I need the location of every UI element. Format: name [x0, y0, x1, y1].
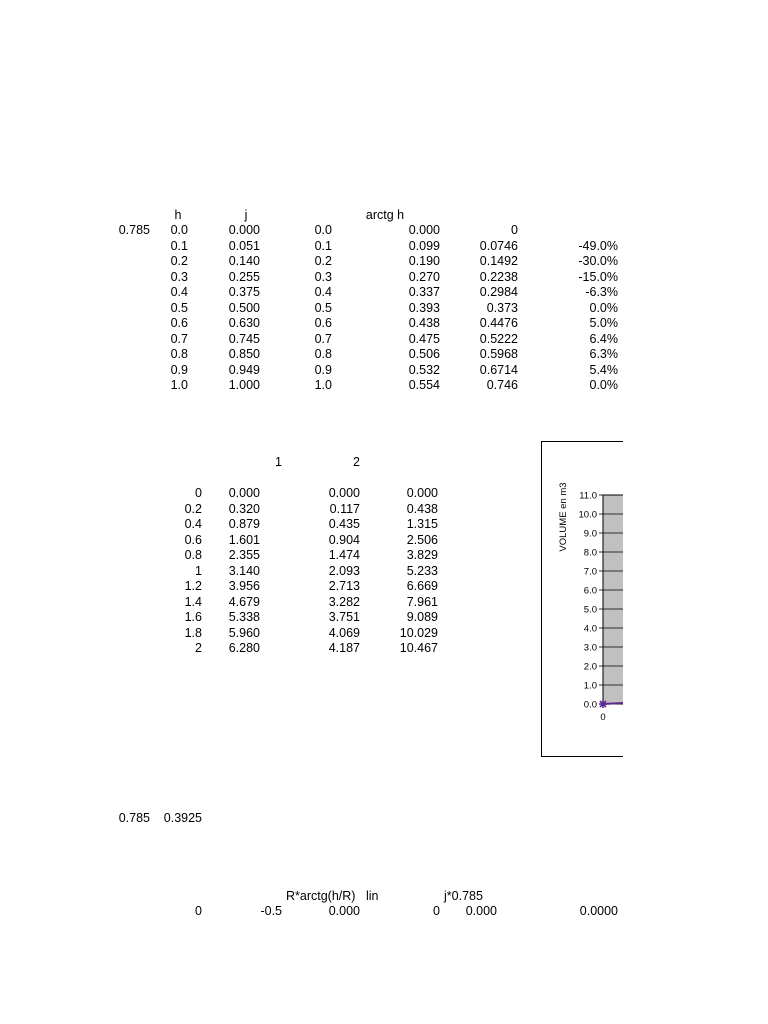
table1-cell-arctg: 0.554 [408, 378, 440, 392]
table1-cell-pct: -30.0% [578, 254, 618, 268]
table2-cell-b: 3.282 [328, 594, 360, 609]
table2-cell-a: 0.320 [228, 501, 260, 516]
table1-cell-h2: 0.9 [314, 362, 332, 377]
table1-cell-pct: -49.0% [578, 238, 618, 253]
table2-cell-c: 5.233 [406, 563, 438, 578]
table1-cell-pct: 0.0% [589, 300, 618, 315]
table3-cell-a: 0 [195, 904, 202, 918]
table2-cell-x: 0.6 [184, 532, 202, 547]
plot-area [603, 495, 623, 704]
table2-cell-a: 2.355 [228, 548, 260, 562]
table1-cell-h: 0.5 [170, 300, 188, 315]
table1-cell-arctg: 0.190 [408, 254, 440, 268]
table1-cell-v: 0.746 [486, 378, 518, 392]
table1-cell-pct: 5.0% [589, 316, 618, 330]
table1-cell-pct: 6.3% [589, 347, 618, 361]
table1-cell-h2: 0.4 [314, 285, 332, 299]
table1-cell-j: 0.500 [228, 300, 260, 315]
table1-cell-j: 0.051 [228, 238, 260, 253]
table2-cell-a: 4.679 [228, 594, 260, 609]
y-tick-label: 11.0 [579, 490, 597, 502]
table1-cell-h: 0.8 [170, 347, 188, 361]
table1-cell-pct: -15.0% [578, 269, 618, 284]
table2-cell-c: 3.829 [406, 548, 438, 562]
col-header-j-0785: j*0.785 [444, 889, 483, 903]
table1-cell-arctg: 0.000 [408, 223, 440, 237]
table1-cell-h: 0.3 [170, 269, 188, 284]
table1-cell-v: 0.4476 [479, 316, 518, 330]
table1-cell-arctg: 0.099 [408, 238, 440, 253]
y-tick-label: 10.0 [578, 509, 597, 521]
table2-cell-a: 6.280 [228, 641, 260, 655]
table1-cell-j: 0.745 [228, 331, 260, 346]
table2-cell-b: 4.069 [328, 625, 360, 640]
x-tick-label: 0 [600, 712, 606, 723]
table2-cell-x: 0.8 [184, 548, 202, 562]
table2-cell-c: 1.315 [406, 517, 438, 531]
table2-cell-a: 0.879 [228, 517, 260, 531]
data-point-star-marker [599, 700, 607, 708]
table2-cell-b: 1.474 [328, 548, 360, 562]
table1-cell-arctg: 0.438 [408, 316, 440, 330]
table2-cell-c: 9.089 [406, 610, 438, 624]
table1-cell-pct: 0.0% [589, 378, 618, 392]
table1-cell-h2: 0.0 [314, 223, 332, 237]
table1-cell-j: 0.850 [228, 347, 260, 361]
table1-cell-h: 1.0 [170, 378, 188, 392]
corner-value: 0.785 [118, 223, 150, 237]
table1-cell-j: 1.000 [228, 378, 260, 392]
table1-cell-j: 0.140 [228, 254, 260, 268]
table2-cell-a: 5.960 [228, 625, 260, 640]
table1-cell-h2: 0.6 [314, 316, 332, 330]
table1-cell-h: 0.2 [170, 254, 188, 268]
table2-cell-x: 1 [195, 563, 202, 578]
table2-cell-b: 3.751 [328, 610, 360, 624]
table2-cell-x: 2 [195, 641, 202, 655]
table1-cell-arctg: 0.506 [408, 347, 440, 361]
table1-cell-v: 0.5968 [479, 347, 518, 361]
y-tick-label: 3.0 [583, 642, 597, 654]
table2-cell-b: 0.435 [328, 517, 360, 531]
table2-cell-b: 2.093 [328, 563, 360, 578]
table2-cell-b: 0.904 [328, 532, 360, 547]
y-tick-label: 7.0 [583, 566, 597, 578]
table2-cell-a: 3.140 [228, 563, 260, 578]
table2-cell-c: 10.467 [399, 641, 438, 655]
y-tick-label: 1.0 [583, 680, 597, 692]
table1-cell-v: 0.6714 [479, 362, 518, 377]
y-tick-label: 8.0 [583, 547, 597, 559]
table1-cell-h2: 0.8 [314, 347, 332, 361]
table1-cell-v: 0.0746 [479, 238, 518, 253]
table1-cell-j: 0.000 [228, 223, 260, 237]
table2-cell-c: 0.000 [406, 486, 438, 500]
table1-cell-h2: 0.2 [314, 254, 332, 268]
table1-cell-arctg: 0.393 [408, 300, 440, 315]
table2-cell-c: 2.506 [406, 532, 438, 547]
y-tick-label: 2.0 [583, 661, 597, 673]
table1-cell-v: 0.5222 [479, 331, 518, 346]
y-tick-label: 5.0 [583, 604, 597, 616]
table2-cell-x: 1.8 [184, 625, 202, 640]
col-header-1: 1 [275, 455, 282, 469]
table1-cell-h2: 0.7 [314, 331, 332, 346]
table1-cell-h: 0.9 [170, 362, 188, 377]
y-tick-label: 9.0 [583, 528, 597, 540]
table2-cell-x: 0.4 [184, 517, 202, 531]
table1-cell-h: 0.6 [170, 316, 188, 330]
col-header-lin: lin [366, 889, 379, 903]
y-tick-label: 4.0 [583, 623, 597, 635]
table2-cell-a: 5.338 [228, 610, 260, 624]
table1-cell-arctg: 0.532 [408, 362, 440, 377]
table1-cell-pct: -6.3% [585, 285, 618, 299]
table3-cell-c: 0.000 [328, 904, 360, 918]
table1-cell-h2: 0.5 [314, 300, 332, 315]
table3-cell-f: 0.0000 [579, 904, 618, 918]
table2-cell-b: 0.000 [328, 486, 360, 500]
table2-cell-a: 0.000 [228, 486, 260, 500]
table1-cell-arctg: 0.337 [408, 285, 440, 299]
table1-cell-arctg: 0.475 [408, 331, 440, 346]
table2-cell-x: 0 [195, 486, 202, 500]
table1-cell-arctg: 0.270 [408, 269, 440, 284]
y-axis-label: VOLUME en m3 [558, 482, 569, 552]
table1-cell-v: 0 [511, 223, 518, 237]
table1-cell-h2: 0.1 [314, 238, 332, 253]
table2-cell-c: 0.438 [406, 501, 438, 516]
table1-cell-h: 0.4 [170, 285, 188, 299]
table1-cell-v: 0.2238 [479, 269, 518, 284]
table3-cell-d: 0 [433, 904, 440, 918]
y-tick-label: 6.0 [583, 585, 597, 597]
table1-cell-h: 0.7 [170, 331, 188, 346]
volume-chart [541, 441, 623, 757]
table1-cell-h2: 1.0 [314, 378, 332, 392]
table2-cell-x: 1.6 [184, 610, 202, 624]
table2-cell-c: 6.669 [406, 579, 438, 593]
table3-cell-b: -0.5 [260, 904, 282, 918]
col-header-j: j [244, 208, 248, 222]
col-header-arctg: arctg h [365, 208, 405, 222]
table1-cell-v: 0.1492 [479, 254, 518, 268]
table2-cell-x: 1.2 [184, 579, 202, 593]
table1-cell-v: 0.2984 [479, 285, 518, 299]
table1-cell-h2: 0.3 [314, 269, 332, 284]
misc-value-2: 0.3925 [163, 811, 202, 825]
table2-cell-c: 10.029 [399, 625, 438, 640]
table2-cell-a: 3.956 [228, 579, 260, 593]
table2-cell-x: 0.2 [184, 501, 202, 516]
table2-cell-b: 4.187 [328, 641, 360, 655]
table1-cell-j: 0.375 [228, 285, 260, 299]
volume-chart-svg [542, 442, 623, 757]
table1-cell-v: 0.373 [486, 300, 518, 315]
table2-cell-b: 2.713 [328, 579, 360, 593]
table1-cell-pct: 5.4% [589, 362, 618, 377]
table2-cell-a: 1.601 [228, 532, 260, 547]
table1-cell-h: 0.0 [170, 223, 188, 237]
table2-cell-b: 0.117 [329, 501, 360, 516]
table1-cell-pct: 6.4% [589, 331, 618, 346]
col-header-r-arctg: R*arctg(h/R) [286, 889, 356, 903]
table1-cell-j: 0.949 [228, 362, 260, 377]
misc-value-1: 0.785 [118, 811, 150, 825]
col-header-h: h [174, 208, 182, 222]
table3-cell-e: 0.000 [465, 904, 497, 918]
col-header-2: 2 [353, 455, 360, 469]
table1-cell-j: 0.630 [228, 316, 260, 330]
y-tick-label: 0.0 [583, 699, 597, 711]
table1-cell-j: 0.255 [228, 269, 260, 284]
table1-cell-h: 0.1 [170, 238, 188, 253]
table2-cell-c: 7.961 [406, 594, 438, 609]
table2-cell-x: 1.4 [184, 594, 202, 609]
